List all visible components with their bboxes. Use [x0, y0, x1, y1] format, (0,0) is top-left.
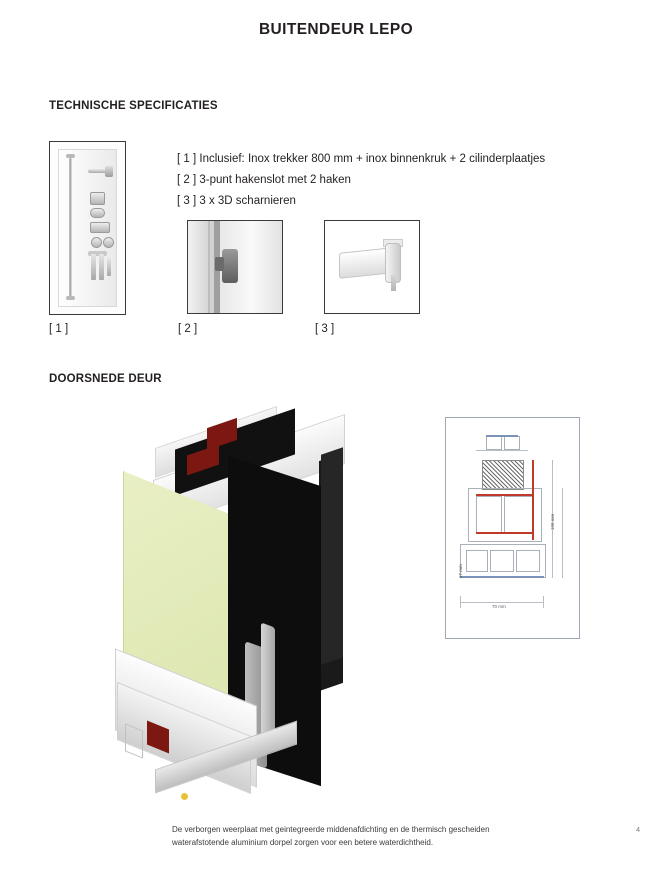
figure-inox-trekker-en-kruk — [49, 141, 126, 315]
section-heading-cross-section: DOORSNEDE DEUR — [49, 373, 162, 385]
detail-red-1 — [476, 494, 534, 496]
detail-dim-tick-left — [460, 596, 461, 608]
strike-plate-part — [90, 222, 110, 233]
detail-dim-line-horizontal — [460, 602, 544, 603]
detail-blue-top — [486, 435, 518, 437]
detail-insulation-hatch — [482, 460, 524, 490]
cross-section-note-line-1: De verborgen weerplaat met geintegreerde middenafdichting en de thermisch gescheiden — [172, 825, 490, 834]
washer-part-left — [91, 237, 102, 248]
frame-base-chamber — [125, 723, 143, 758]
pull-handle-top-cap — [66, 154, 75, 158]
screw-3 — [107, 258, 111, 276]
detail-dimension-width: 70 mm — [492, 604, 506, 609]
page-title: BUITENDEUR LEPO — [258, 21, 414, 38]
detail-dim-line-vertical-2 — [562, 488, 563, 578]
spec-item-2: [ 2 ] 3-punt hakenslot met 2 haken — [177, 174, 351, 186]
detail-red-2 — [532, 460, 534, 540]
detail-dimension-height-2: 67 mm — [458, 564, 463, 578]
detail-sill-chamber-right — [516, 550, 540, 572]
detail-blue-bottom — [460, 576, 544, 578]
screw-2 — [99, 254, 104, 280]
pull-handle-bottom-cap — [66, 296, 75, 300]
section-heading-specifications: TECHNISCHE SPECIFICATIES — [49, 100, 218, 112]
screw-1 — [91, 254, 96, 280]
figure-caption-1: [ 1 ] — [49, 323, 69, 335]
cylinder-plate-part — [90, 192, 105, 205]
figure-caption-3: [ 3 ] — [315, 323, 335, 335]
figure-hakenslot-detail — [187, 220, 283, 314]
door-cross-section-illustration — [0, 399, 672, 819]
lever-rose — [105, 166, 113, 177]
detail-sill-chamber-mid — [490, 550, 514, 572]
detail-dim-tick-right — [543, 596, 544, 608]
detail-red-3 — [476, 532, 534, 534]
drainage-marker — [181, 793, 188, 800]
frame-groove — [208, 221, 210, 313]
cylinder-part — [90, 208, 105, 218]
figure-3d-scharnier — [324, 220, 420, 314]
door-3d-render — [95, 409, 445, 809]
technical-detail-drawing — [445, 417, 580, 639]
detail-grey-1 — [476, 450, 528, 451]
door-slab-right — [250, 221, 282, 313]
door-lever-handle-icon — [88, 168, 112, 176]
detail-chamber-left — [476, 496, 502, 534]
door-leaf-right-edge — [321, 447, 343, 665]
cross-section-note — [172, 823, 592, 849]
pull-handle-bar-icon — [69, 158, 72, 298]
page-number: 4 — [636, 827, 640, 834]
spec-item-3: [ 3 ] 3 x 3D scharnieren — [177, 195, 296, 207]
washer-part-right — [103, 237, 114, 248]
cross-section-note-line-2: waterafstotende aluminium dorpel zorgen voor een betere waterdichtheid. — [172, 838, 434, 847]
figure-caption-2: [ 2 ] — [178, 323, 198, 335]
detail-chamber-right — [504, 496, 534, 534]
specifications-list — [177, 149, 545, 212]
hinge-pin — [391, 275, 396, 291]
spec-item-1: [ 1 ] Inclusief: Inox trekker 800 mm + inox binnenkruk + 2 cilinderplaatjes — [177, 153, 546, 165]
lock-hook-icon — [222, 249, 238, 283]
frame-slab-left — [188, 221, 214, 313]
detail-bead-left — [486, 436, 502, 450]
detail-sill-chamber-left — [466, 550, 488, 572]
detail-dimension-height: 108 mm — [550, 513, 555, 530]
detail-bead-right — [504, 436, 520, 450]
